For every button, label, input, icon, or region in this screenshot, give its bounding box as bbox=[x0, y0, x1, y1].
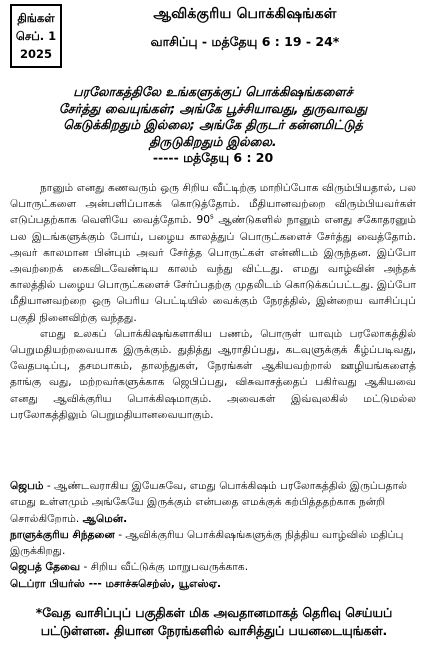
closing-section bbox=[10, 478, 416, 592]
date-month: திங்கள் bbox=[17, 11, 55, 25]
verse-line: சேர்த்து வையுங்கள்; அங்கே பூச்சியாவது, துருவாவது bbox=[58, 100, 368, 116]
key-verse bbox=[12, 84, 414, 150]
author-line: டெப்ரா பியர்ஸ் --- மசாச்சுசெற்ஸ், யூஎஸ்ஏ. bbox=[10, 577, 222, 590]
verse-line: கெடுக்கிறதும் இல்லை; அங்கே திருடர் கன்னமிட்டுத் bbox=[63, 117, 363, 132]
page-title: ஆவிக்குரிய பொக்கிஷங்கள் bbox=[153, 6, 337, 22]
amen: ஆமென். bbox=[82, 512, 128, 525]
body-paragraph: நானும் எனது கணவரும் ஒரு சிறிய வீட்டிற்கு மாறிப்போக விரும்பியதால், பல பொருட்களை அன்பளிப்பாகக் கொடுத்தோம். மீதியானவற்றை விரும்பியவர்கள் எடுப்பதற்காக வெளியே வைத்தோம். 90$^s$ ஆண்டுகளில் நானும் எனது சகோதரனும் பல இடங்களுக்கும் போய், பழைய காலத்துப் பொருட்களைச் சேர்த்து வைத்தோம். அவர் காலமான பின்பும் அவர் சேர்த்த பொருட்கள் என்னிடம் இருந்தன. இப்போ அவற்றைக் கைவிடவேண்டிய காலம் வந்து விட்டது. எமது வாழ்வின் அந்தக் காலத்தில் பழைய பொருட்களைச் சேர்ப்பதற்கு முதலிடம் கொடுக்கப்பட்டது. இப்போ மீதியானவற்றை ஒரு பெரிய பெட்டியில் வைக்கும் நேரத்தில், இன்றைய வாசிப்புப் பகுதி நினைவிற்கு வந்தது. bbox=[10, 182, 416, 324]
verse-reference: ----- மத்தேயு 6 : 20 bbox=[152, 150, 274, 165]
prayer-need: ஜெபத் தேவை - சிறிய வீட்டுக்கு மாறுபவருக்காக. bbox=[10, 561, 249, 574]
reading-reference: வாசிப்பு - மத்தேயு 6 : 19 - 24* bbox=[150, 34, 340, 49]
footer-note: *வேத வாசிப்புப் பகுதிகள் மிக அவதானமாகத் தெரிவு செய்யப் பட்டுள்ளன. தியான நேரங்களில் வாசித்துப் பயனடையுங்கள். bbox=[35, 605, 393, 638]
date-day: செப். 1 bbox=[15, 29, 57, 43]
date-box bbox=[10, 4, 62, 68]
need-label: ஜெபத் தேவை bbox=[10, 561, 81, 574]
daily-thought: நாளுக்குரிய சிந்தனை - ஆவிக்குரிய பொக்கிஷங்களுக்கு நித்திய வாழ்வில் மதிப்பு இருக்கிறது. bbox=[10, 528, 404, 558]
verse-line: திருடுகிறதும் இல்லை. bbox=[149, 133, 277, 149]
prayer: ஜெபம் - ஆண்டவராகிய இயேசுவே, எமது பொக்கிஷம் பரலோகத்தில் இருப்பதால் எமது உள்ளமும் அங்கேயே இருக்கும் என்பதை எமக்குக் கற்பித்ததற்காக நன்றி சொல்கிறோம். ஆமென். bbox=[10, 480, 407, 525]
thought-label: நாளுக்குரிய சிந்தனை bbox=[10, 528, 115, 541]
prayer-label: ஜெபம் bbox=[10, 480, 44, 492]
verse-line: பரலோகத்திலே உங்களுக்குப் பொக்கிஷங்களைச் bbox=[73, 84, 353, 99]
body-paragraph: எமது உலகப் பொக்கிஷங்களாகிய பணம், பொருள் யாவும் பரலோகத்தில் பெறுமதியற்றவையாக இருக்கும். துதித்து ஆராதிப்பது, கடவுளுக்குக் கீழ்ப்படிவது, வேதபடிப்பு, தசமபாகம், தாலந்துகள், நேரங்கள் ஆகியவற்றால் ஊழியங்களைத் தாங்கு வது, மற்றவர்களுக்காக ஜெபிப்பது, விசுவாசத்தைப் பகிர்வது ஆகியவை எனது ஆவிக்குரிய பொக்கிஷமாகும். அவைகள் இவ்வுலகில் மட்டுமல்ல பரலோகத்திலும் பெறுமதியானவையாகும். bbox=[10, 327, 416, 421]
date-year: 2025 bbox=[19, 47, 52, 61]
devotional-body bbox=[10, 180, 416, 423]
